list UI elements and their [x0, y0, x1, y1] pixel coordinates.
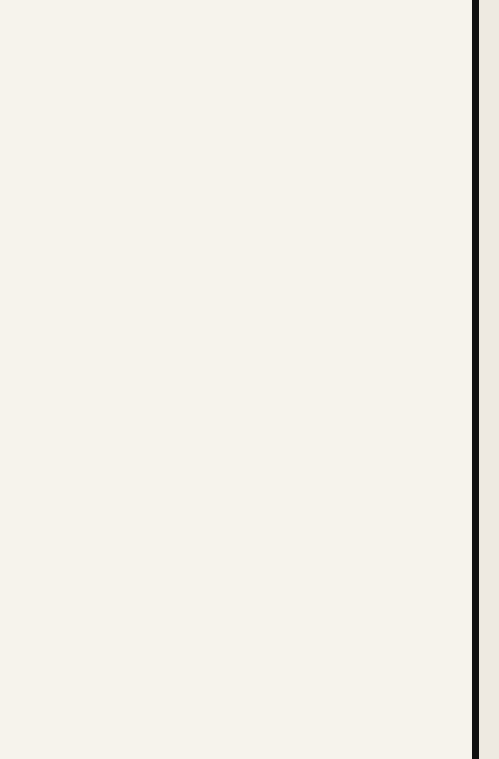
binding-gutter — [472, 0, 479, 759]
next-page-edge — [479, 0, 499, 759]
right-column — [265, 96, 471, 107]
